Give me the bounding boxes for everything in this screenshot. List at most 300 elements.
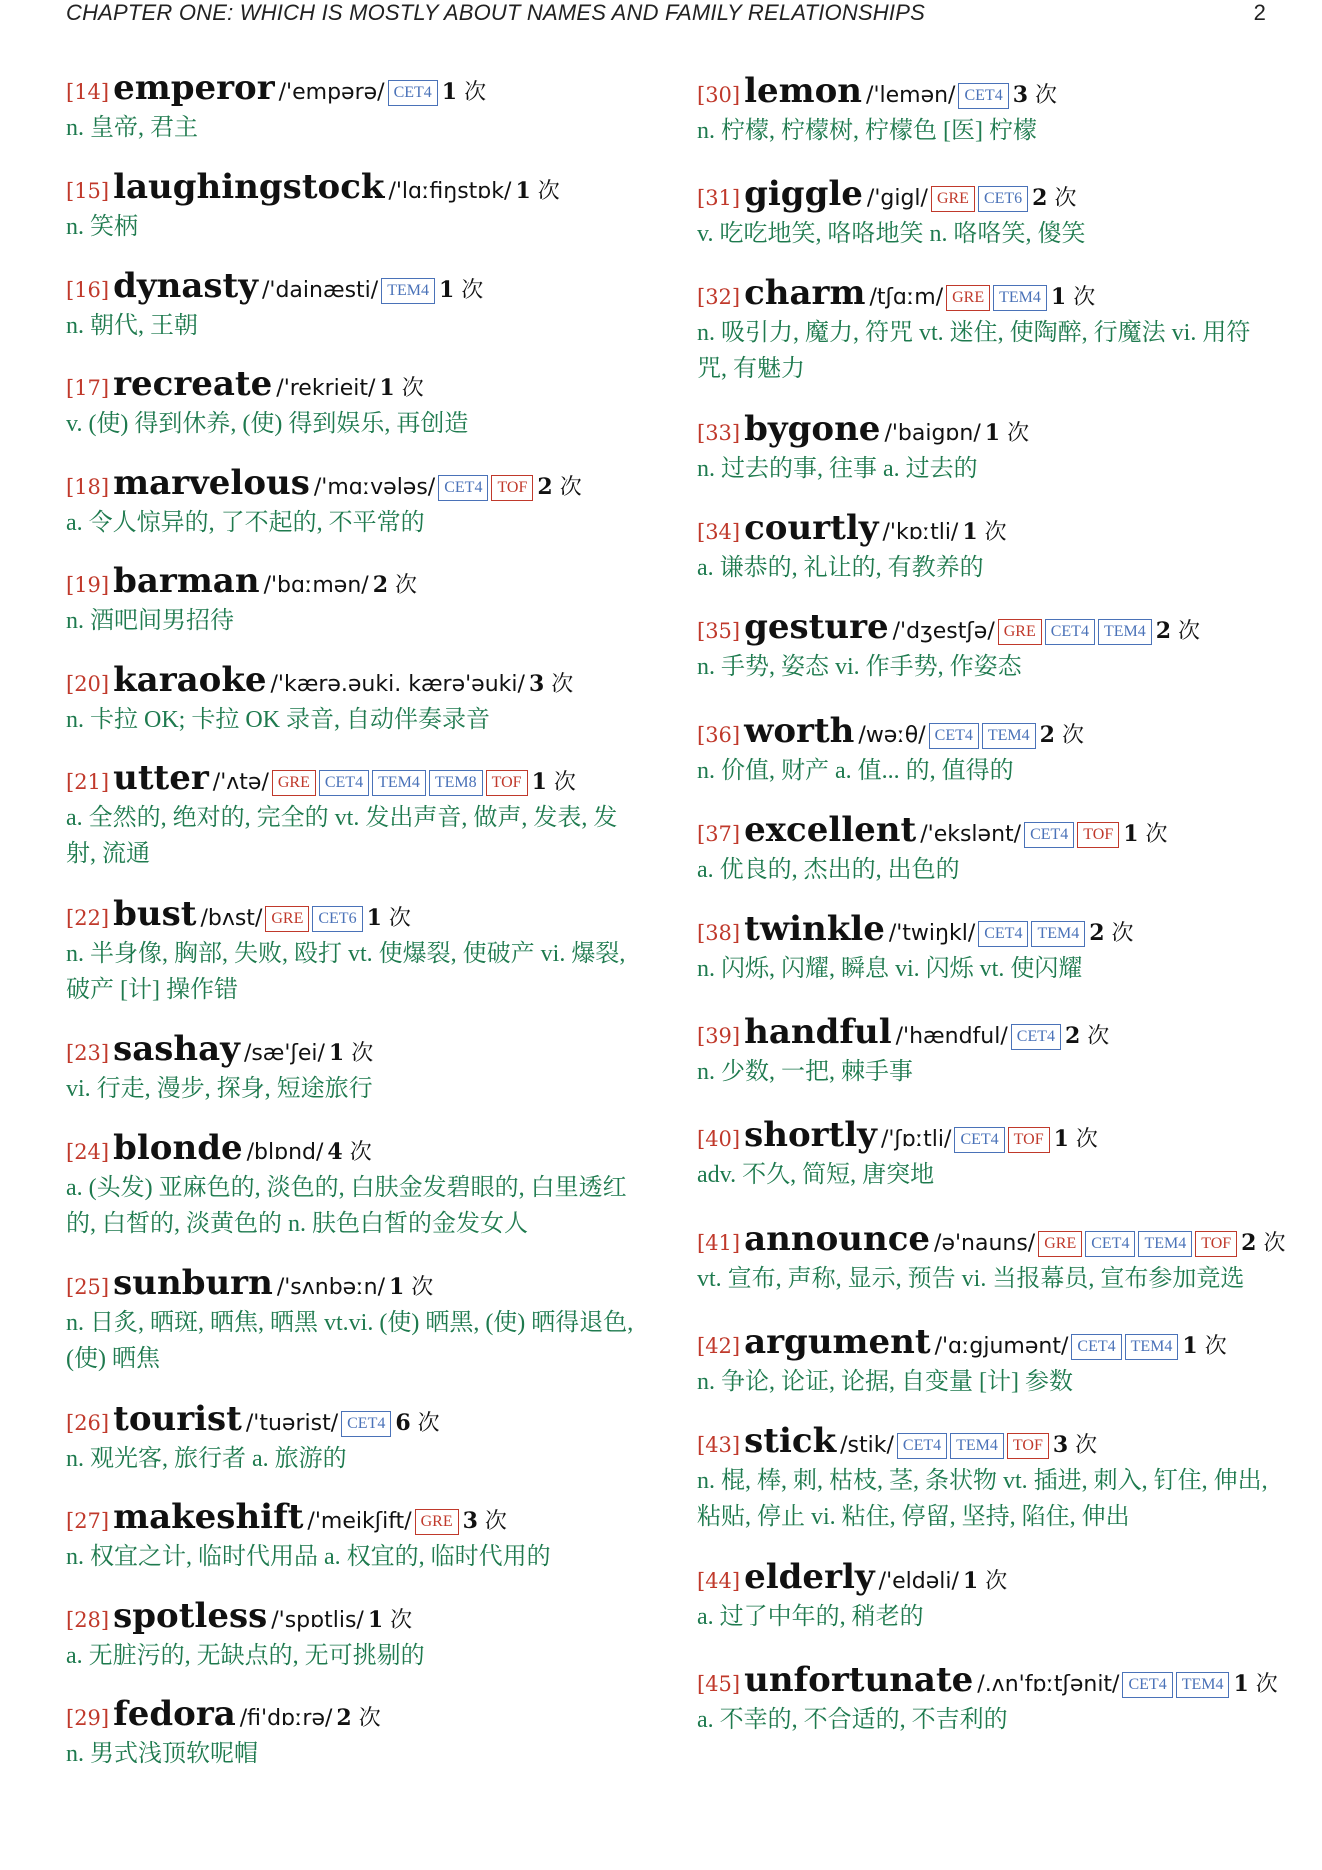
entry-index: [27] — [66, 1509, 110, 1533]
frequency-unit: 次 — [1204, 1334, 1227, 1359]
frequency-unit: 次 — [553, 770, 576, 795]
frequency-unit: 次 — [984, 520, 1007, 545]
frequency-number: 2 — [1032, 185, 1048, 211]
entry-word: spotless — [113, 1596, 268, 1636]
entry-word: emperor — [113, 68, 275, 108]
frequency-number: 1 — [1233, 1671, 1249, 1697]
exam-tag-badge: CET4 — [1024, 822, 1074, 848]
entry-index: [20] — [66, 672, 110, 696]
frequency-count — [1040, 723, 1084, 748]
exam-tag-badge: CET4 — [1085, 1231, 1135, 1257]
frequency-number: 6 — [395, 1410, 411, 1436]
entry-index: [44] — [697, 1569, 741, 1593]
entry-definition: n. 争论, 论证, 论据, 自变量 [计] 参数 — [697, 1369, 1073, 1395]
exam-tag-badge: CET4 — [341, 1411, 391, 1437]
exam-tag-badge: TEM4 — [982, 723, 1036, 749]
entry-pronunciation: /fi'dɒːrə/ — [239, 1706, 333, 1731]
entry-index: [19] — [66, 573, 110, 597]
frequency-count — [1182, 1334, 1226, 1359]
exam-tag-badge: TEM4 — [1031, 921, 1085, 947]
vocab-entry — [697, 1553, 1277, 1635]
entry-headline — [697, 1008, 1277, 1056]
entry-index: [43] — [697, 1433, 741, 1457]
frequency-unit: 次 — [1075, 1127, 1098, 1152]
entry-word: handful — [744, 1012, 892, 1052]
frequency-unit: 次 — [1075, 1433, 1098, 1458]
frequency-unit: 次 — [1111, 921, 1134, 946]
entry-index: [34] — [697, 520, 741, 544]
frequency-unit: 次 — [1007, 421, 1030, 446]
frequency-unit: 次 — [1087, 1024, 1110, 1049]
frequency-count — [389, 1275, 433, 1300]
frequency-unit: 次 — [461, 278, 484, 303]
frequency-count — [373, 573, 417, 598]
entry-definition: n. 柠檬, 柠檬树, 柠檬色 [医] 柠檬 — [697, 118, 1037, 144]
exam-tag-badge: TEM4 — [993, 285, 1047, 311]
entry-pronunciation: /'twiŋkl/ — [888, 921, 976, 946]
vocab-entry — [697, 806, 1277, 888]
entry-pronunciation: /'tuərist/ — [245, 1411, 339, 1436]
frequency-unit: 次 — [417, 1411, 440, 1436]
frequency-unit: 次 — [1263, 1231, 1286, 1256]
entry-pronunciation: /'dʒestʃə/ — [892, 619, 995, 644]
entry-definition: a. 不幸的, 不合适的, 不吉利的 — [697, 1707, 1008, 1733]
exam-tag-badge: CET4 — [1045, 619, 1095, 645]
frequency-unit: 次 — [1054, 186, 1077, 211]
frequency-number: 2 — [336, 1705, 352, 1731]
frequency-count — [442, 80, 486, 105]
entry-headline — [697, 405, 1277, 453]
entry-index: [28] — [66, 1608, 110, 1632]
vocab-entry — [697, 1111, 1277, 1193]
frequency-count — [537, 475, 581, 500]
exam-tag-badge: TOF — [491, 475, 533, 501]
exam-tag-badge: TOF — [1077, 822, 1119, 848]
frequency-count — [1065, 1024, 1109, 1049]
vocab-entry — [66, 656, 646, 738]
exam-tag-badge: TEM4 — [381, 278, 435, 304]
exam-tag-badge: TOF — [1008, 1127, 1050, 1153]
exam-tag-badge: CET4 — [1122, 1672, 1172, 1698]
entry-pronunciation: /blɒnd/ — [246, 1140, 324, 1165]
entry-pronunciation: /'mɑːvələs/ — [313, 475, 436, 500]
vocab-entry — [66, 262, 646, 344]
vocab-entry — [697, 707, 1277, 789]
entry-definition: v. (使) 得到休养, (使) 得到娱乐, 再创造 — [66, 411, 469, 437]
entry-headline — [697, 67, 1277, 115]
frequency-unit: 次 — [411, 1275, 434, 1300]
entry-pronunciation: /'gigl/ — [866, 186, 928, 211]
exam-tag-badge: GRE — [415, 1509, 459, 1535]
entry-word: excellent — [744, 810, 917, 850]
entry-pronunciation: /.ʌn'fɒːtʃənit/ — [977, 1672, 1120, 1697]
entry-index: [21] — [66, 770, 110, 794]
entry-word: courtly — [744, 508, 879, 548]
frequency-count — [1233, 1672, 1277, 1697]
entry-word: giggle — [744, 174, 863, 214]
entry-pronunciation: /'bɑːmən/ — [263, 573, 369, 598]
exam-tag-badge: CET4 — [897, 1433, 947, 1459]
exam-tag-badge: CET4 — [958, 83, 1008, 109]
frequency-count — [1032, 186, 1076, 211]
frequency-number: 1 — [441, 79, 458, 105]
entry-index: [37] — [697, 822, 741, 846]
frequency-number: 1 — [962, 1568, 979, 1594]
entry-word: barman — [113, 561, 260, 601]
frequency-count — [329, 1041, 373, 1066]
frequency-number: 1 — [366, 905, 382, 931]
vocab-entry — [697, 1417, 1277, 1535]
vocab-entry — [66, 1025, 646, 1107]
frequency-number: 4 — [327, 1139, 343, 1165]
entry-index: [35] — [697, 619, 741, 643]
vocab-entry — [66, 163, 646, 245]
entry-pronunciation: /'hændful/ — [895, 1024, 1008, 1049]
vocab-entry — [697, 504, 1277, 586]
entry-index: [15] — [66, 179, 110, 203]
entry-word: tourist — [113, 1399, 242, 1439]
entry-pronunciation: /'sʌnbəːn/ — [276, 1275, 385, 1300]
entry-index: [45] — [697, 1672, 741, 1696]
exam-tag-badge: CET4 — [978, 921, 1028, 947]
frequency-unit: 次 — [1178, 619, 1201, 644]
frequency-number: 3 — [1012, 82, 1028, 108]
entry-definition: a. 令人惊异的, 了不起的, 不平常的 — [66, 510, 425, 536]
vocab-entry — [66, 1395, 646, 1477]
entry-headline — [697, 905, 1277, 953]
frequency-unit: 次 — [559, 475, 582, 500]
frequency-number: 1 — [1182, 1333, 1198, 1359]
entry-definition: n. 权宜之计, 临时代用品 a. 权宜的, 临时代用的 — [66, 1544, 551, 1570]
entry-word: sashay — [113, 1029, 240, 1069]
frequency-number: 2 — [537, 474, 553, 500]
frequency-count — [1156, 619, 1200, 644]
entry-headline — [66, 1493, 646, 1541]
entry-pronunciation: /'ʌtə/ — [212, 770, 269, 795]
frequency-number: 1 — [379, 375, 395, 401]
exam-tag-badge: TOF — [1195, 1231, 1237, 1257]
entry-pronunciation: /bʌst/ — [200, 906, 263, 931]
exam-tag-badge: GRE — [265, 906, 309, 932]
entry-headline — [697, 170, 1277, 218]
entry-pronunciation: /'ɑːgjumənt/ — [934, 1334, 1069, 1359]
entry-definition: adv. 不久, 简短, 唐突地 — [697, 1162, 935, 1188]
frequency-unit: 次 — [464, 80, 487, 105]
entry-definition: v. 吃吃地笑, 咯咯地笑 n. 咯咯笑, 傻笑 — [697, 221, 1086, 247]
entry-word: gesture — [744, 607, 889, 647]
chapter-title: CHAPTER ONE: WHICH IS MOSTLY ABOUT NAMES AND FAMILY RELATIONSHIPS — [66, 0, 925, 25]
entry-pronunciation: /'rekrieit/ — [276, 376, 376, 401]
entry-pronunciation: /'eldəli/ — [878, 1569, 959, 1594]
entry-definition: n. 过去的事, 往事 a. 过去的 — [697, 456, 978, 482]
exam-tag-badge: CET4 — [954, 1127, 1004, 1153]
entry-word: sunburn — [113, 1263, 273, 1303]
frequency-count — [963, 1569, 1007, 1594]
entry-word: worth — [744, 711, 855, 751]
entry-pronunciation: /'lemən/ — [866, 83, 956, 108]
entry-pronunciation: /'ekslənt/ — [920, 822, 1022, 847]
exam-tag-badge: TEM4 — [1138, 1231, 1192, 1257]
vocab-entry — [697, 67, 1277, 149]
frequency-unit: 次 — [1061, 723, 1084, 748]
entry-headline — [697, 1417, 1277, 1465]
exam-tag-badge: TEM4 — [372, 770, 426, 796]
entry-index: [40] — [697, 1127, 741, 1151]
entry-definition: vi. 行走, 漫步, 探身, 短途旅行 — [66, 1076, 373, 1102]
vocab-entry — [697, 1318, 1277, 1400]
entry-pronunciation: /'ʃɒːtli/ — [880, 1127, 952, 1152]
entry-word: charm — [744, 273, 866, 313]
entry-headline — [66, 459, 646, 507]
frequency-unit: 次 — [388, 906, 411, 931]
frequency-count — [515, 179, 559, 204]
frequency-number: 1 — [1050, 284, 1067, 310]
frequency-count — [1054, 1127, 1098, 1152]
frequency-number: 3 — [1052, 1432, 1069, 1458]
entry-definition: n. 闪烁, 闪耀, 瞬息 vi. 闪烁 vt. 使闪耀 — [697, 956, 1083, 982]
vocab-entry — [697, 170, 1277, 252]
entry-word: unfortunate — [744, 1660, 974, 1700]
entry-index: [16] — [66, 278, 110, 302]
entry-word: karaoke — [113, 660, 267, 700]
exam-tag-badge: GRE — [931, 186, 975, 212]
entry-word: marvelous — [113, 463, 310, 503]
entry-definition: n. 朝代, 王朝 — [66, 313, 198, 339]
frequency-unit: 次 — [395, 573, 418, 598]
entry-index: [33] — [697, 421, 741, 445]
entry-index: [42] — [697, 1334, 741, 1358]
entry-headline — [697, 1656, 1277, 1704]
vocab-entry — [697, 603, 1277, 685]
entry-headline — [66, 1025, 646, 1073]
frequency-number: 2 — [1064, 1023, 1081, 1049]
entry-pronunciation: /ə'nauns/ — [934, 1231, 1036, 1256]
exam-tag-badge: CET6 — [312, 906, 362, 932]
frequency-count — [327, 1140, 371, 1165]
vocab-entry — [697, 269, 1277, 387]
entry-headline — [66, 163, 646, 211]
entry-headline — [66, 1592, 646, 1640]
exam-tag-badge: GRE — [946, 285, 990, 311]
entry-word: stick — [744, 1421, 837, 1461]
frequency-count — [1089, 921, 1133, 946]
entry-index: [24] — [66, 1140, 110, 1164]
entry-headline — [697, 1215, 1286, 1263]
exam-tag-badge: TOF — [1007, 1433, 1049, 1459]
entry-headline — [697, 603, 1277, 651]
frequency-number: 1 — [1053, 1126, 1069, 1152]
frequency-number: 1 — [388, 1274, 405, 1300]
exam-tag-badge: GRE — [272, 770, 316, 796]
entry-pronunciation: /'lɑːfiŋstɒk/ — [388, 179, 512, 204]
entry-headline — [66, 1259, 646, 1307]
frequency-count — [439, 278, 483, 303]
frequency-unit: 次 — [1073, 285, 1096, 310]
entry-index: [29] — [66, 1706, 110, 1730]
frequency-number: 1 — [515, 178, 531, 204]
entry-headline — [697, 504, 1277, 552]
frequency-number: 2 — [372, 572, 388, 598]
exam-tag-badge: TEM4 — [1125, 1334, 1179, 1360]
entry-word: recreate — [113, 364, 273, 404]
entry-index: [39] — [697, 1024, 741, 1048]
vocab-entry — [66, 557, 646, 639]
frequency-number: 2 — [1241, 1230, 1257, 1256]
exam-tag-badge: TEM4 — [1098, 619, 1152, 645]
entry-headline — [66, 754, 646, 802]
entry-word: laughingstock — [113, 167, 385, 207]
entry-word: elderly — [744, 1557, 875, 1597]
entry-definition: n. 吸引力, 魔力, 符咒 vt. 迷住, 使陶醉, 行魔法 vi. 用符咒, 有魅力 — [697, 320, 1251, 382]
entry-headline — [66, 64, 646, 112]
entry-pronunciation: /'empərə/ — [278, 80, 385, 105]
entry-headline — [697, 1111, 1277, 1159]
exam-tag-badge: TEM8 — [429, 770, 483, 796]
frequency-unit: 次 — [349, 1140, 372, 1165]
entry-headline — [66, 1395, 646, 1443]
vocab-entry — [697, 405, 1277, 487]
exam-tag-badge: CET4 — [1071, 1334, 1121, 1360]
entry-definition: n. 价值, 财产 a. 值... 的, 值得的 — [697, 758, 1014, 784]
entry-pronunciation: /'spɒtlis/ — [271, 1608, 364, 1633]
page-header — [66, 0, 1266, 30]
vocab-entry — [66, 360, 646, 442]
entry-index: [17] — [66, 376, 110, 400]
exam-tag-badge: CET4 — [388, 80, 438, 106]
entry-word: makeshift — [113, 1497, 304, 1537]
exam-tag-badge: CET6 — [978, 186, 1028, 212]
vocab-entry — [66, 890, 646, 1008]
exam-tag-badge: CET4 — [319, 770, 369, 796]
entry-index: [18] — [66, 475, 110, 499]
vocab-entry — [66, 1592, 646, 1674]
frequency-unit: 次 — [537, 179, 560, 204]
exam-tag-badge: GRE — [998, 619, 1042, 645]
entry-definition: a. 优良的, 杰出的, 出色的 — [697, 857, 960, 883]
entry-word: bygone — [744, 409, 881, 449]
frequency-number: 1 — [438, 277, 455, 303]
frequency-count — [532, 770, 576, 795]
frequency-count — [336, 1706, 380, 1731]
entry-headline — [66, 557, 646, 605]
entry-pronunciation: /wəːθ/ — [858, 723, 926, 748]
entry-headline — [697, 1553, 1277, 1601]
entry-headline — [66, 890, 646, 938]
vocab-entry — [66, 1493, 646, 1575]
entry-definition: n. 酒吧间男招待 — [66, 608, 234, 634]
vocab-entry — [697, 1656, 1277, 1738]
frequency-count — [962, 520, 1006, 545]
entry-word: argument — [744, 1322, 931, 1362]
frequency-unit: 次 — [358, 1706, 381, 1731]
entry-definition: n. 棍, 棒, 刺, 枯枝, 茎, 条状物 vt. 插进, 刺入, 钉住, 伸出, 粘贴, 停止 vi. 粘住, 停留, 坚持, 陷住, 伸出 — [697, 1468, 1268, 1530]
exam-tag-badge: TEM4 — [950, 1433, 1004, 1459]
frequency-count — [1051, 285, 1095, 310]
vocab-entry — [66, 64, 646, 146]
exam-tag-badge: GRE — [1038, 1231, 1082, 1257]
entry-definition: a. 无脏污的, 无缺点的, 无可挑剔的 — [66, 1643, 425, 1669]
page-number: 2 — [1253, 0, 1266, 25]
entry-definition: vt. 宣布, 声称, 显示, 预告 vi. 当报幕员, 宣布参加竞选 — [697, 1266, 1245, 1292]
entry-pronunciation: /sæ'ʃei/ — [243, 1041, 325, 1066]
exam-tag-badge: CET4 — [438, 475, 488, 501]
entry-headline — [66, 1124, 646, 1172]
frequency-unit: 次 — [985, 1569, 1008, 1594]
frequency-number: 3 — [462, 1508, 478, 1534]
frequency-number: 1 — [531, 769, 547, 795]
frequency-count — [529, 672, 573, 697]
entry-pronunciation: /'kærə.əuki. kærə'əuki/ — [270, 672, 525, 697]
entry-index: [36] — [697, 723, 741, 747]
frequency-unit: 次 — [390, 1608, 413, 1633]
entry-index: [30] — [697, 83, 741, 107]
entry-headline — [66, 262, 646, 310]
exam-tag-badge: TOF — [486, 770, 528, 796]
entry-headline — [66, 360, 646, 408]
entry-headline — [697, 806, 1277, 854]
entry-definition: n. 观光客, 旅行者 a. 旅游的 — [66, 1446, 347, 1472]
entry-headline — [697, 269, 1277, 317]
entry-word: dynasty — [113, 266, 258, 306]
vocab-entry — [66, 1124, 646, 1242]
frequency-count — [1053, 1433, 1097, 1458]
frequency-count — [367, 906, 411, 931]
exam-tag-badge: CET4 — [929, 723, 979, 749]
vocab-entry — [697, 905, 1277, 987]
entry-pronunciation: /stik/ — [840, 1433, 894, 1458]
entry-word: bust — [113, 894, 197, 934]
frequency-number: 2 — [1089, 920, 1105, 946]
entry-definition: a. 谦恭的, 礼让的, 有教养的 — [697, 555, 984, 581]
frequency-unit: 次 — [484, 1509, 507, 1534]
vocab-entry — [697, 1215, 1286, 1297]
frequency-count — [463, 1509, 507, 1534]
vocab-entry — [66, 1690, 646, 1772]
entry-index: [23] — [66, 1041, 110, 1065]
frequency-number: 1 — [328, 1040, 345, 1066]
entry-index: [22] — [66, 906, 110, 930]
frequency-count — [1123, 822, 1167, 847]
entry-headline — [66, 656, 646, 704]
entry-definition: a. (头发) 亚麻色的, 淡色的, 白肤金发碧眼的, 白里透红的, 白皙的, 淡黄色的 n. 肤色白皙的金发女人 — [66, 1175, 627, 1237]
frequency-count — [395, 1411, 439, 1436]
entry-definition: n. 男式浅顶软呢帽 — [66, 1741, 258, 1767]
entry-word: lemon — [744, 71, 863, 111]
entry-headline — [697, 1318, 1277, 1366]
entry-definition: n. 半身像, 胸部, 失败, 殴打 vt. 使爆裂, 使破产 vi. 爆裂, 破产 [计] 操作错 — [66, 941, 626, 1003]
entry-definition: n. 日炙, 晒斑, 晒焦, 晒黑 vt.vi. (使) 晒黑, (使) 晒得退色, (使) 晒焦 — [66, 1310, 634, 1372]
entry-index: [41] — [697, 1231, 741, 1255]
entry-pronunciation: /tʃɑːm/ — [869, 285, 944, 310]
frequency-number: 3 — [528, 671, 545, 697]
vocab-entry — [66, 754, 646, 872]
entry-pronunciation: /'kɒːtli/ — [882, 520, 959, 545]
frequency-unit: 次 — [1035, 83, 1058, 108]
frequency-number: 1 — [1123, 821, 1139, 847]
vocab-entry — [66, 459, 646, 541]
vocab-entry — [697, 1008, 1277, 1090]
exam-tag-badge: CET4 — [1011, 1024, 1061, 1050]
entry-pronunciation: /'dainæsti/ — [262, 278, 379, 303]
entry-index: [32] — [697, 285, 741, 309]
frequency-count — [985, 421, 1029, 446]
entry-pronunciation: /'meikʃift/ — [307, 1509, 412, 1534]
entry-index: [38] — [697, 921, 741, 945]
entry-word: blonde — [113, 1128, 243, 1168]
frequency-unit: 次 — [551, 672, 574, 697]
frequency-number: 1 — [984, 420, 1001, 446]
frequency-number: 1 — [962, 519, 978, 545]
